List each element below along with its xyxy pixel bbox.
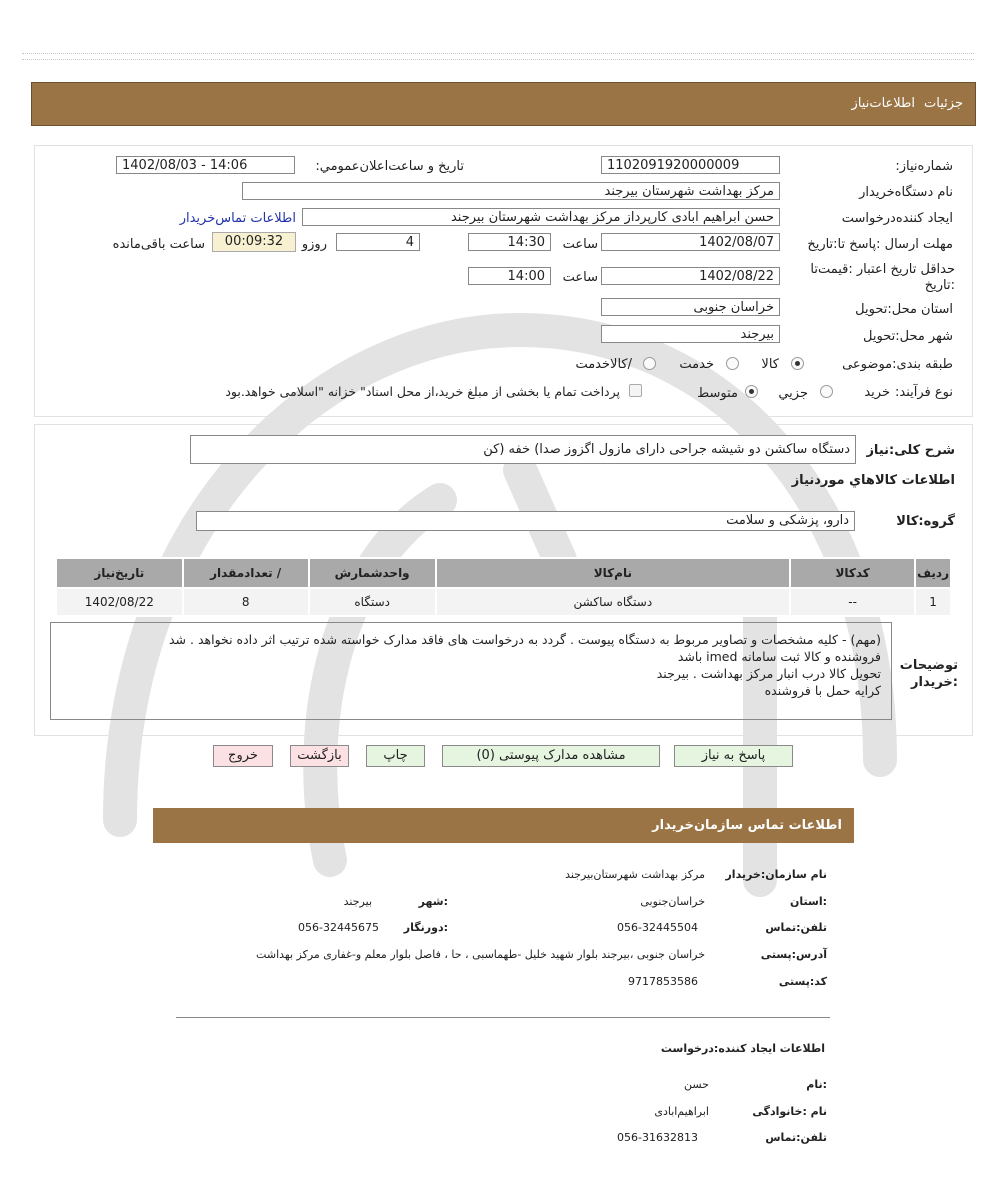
buyer-note-line: فروشنده و کالا ثبت سامانه imed باشد bbox=[677, 649, 881, 664]
col-name: نام‌کالا bbox=[436, 558, 791, 588]
contact-title: اطلاعات تماس سازمان‌خریدار bbox=[652, 818, 842, 833]
contact-city-label: :شهر bbox=[418, 895, 448, 908]
creator-info-title: اطلاعات ایجاد کننده:درخواست bbox=[660, 1042, 825, 1055]
reply-button[interactable]: پاسخ به نیاز bbox=[674, 745, 793, 767]
days-label: روزو bbox=[301, 237, 327, 252]
contact-city-value: بیرجند bbox=[343, 895, 372, 908]
page-header bbox=[31, 82, 976, 126]
contact-province-value: خراسان‌جنوبی bbox=[640, 895, 705, 908]
remaining-timer: 00:09:32 bbox=[212, 232, 296, 252]
days-field: 4 bbox=[336, 233, 420, 251]
creator-name-value: حسن bbox=[684, 1078, 709, 1091]
exit-button[interactable]: خروج bbox=[213, 745, 273, 767]
print-button[interactable]: چاپ bbox=[366, 745, 425, 767]
creator-phone-label: تلفن:تماس bbox=[765, 1131, 827, 1144]
radio-service-label: خدمت bbox=[679, 357, 714, 372]
creator-phone-value: 056-31632813 bbox=[617, 1131, 698, 1144]
city-field: بیرجند bbox=[601, 325, 780, 343]
radio-goods-label: کالا bbox=[761, 357, 779, 372]
goods-table bbox=[55, 557, 952, 617]
announce-label: تاریخ و ساعت‌اعلان‌عمومي: bbox=[315, 159, 464, 174]
radio-goods[interactable] bbox=[791, 357, 804, 370]
cell-date: 1402/08/22 bbox=[56, 588, 183, 616]
tab-details[interactable]: جزئیات bbox=[924, 96, 963, 111]
buyer-notes-box bbox=[50, 622, 892, 720]
buyer-org-label: نام دستگاه‌خریدار bbox=[859, 185, 953, 200]
radio-partial-label: جزیي bbox=[778, 386, 808, 401]
treasury-payment-label: پرداخت تمام یا بخشی از مبلغ خرید،از محل اسناد" خزانه "اسلامی خواهد.بود bbox=[225, 384, 620, 399]
top-dotted-divider bbox=[22, 53, 974, 60]
back-button[interactable]: بازگشت bbox=[290, 745, 349, 767]
need-number-field: 1102091920000009 bbox=[601, 156, 780, 174]
radio-medium[interactable] bbox=[745, 385, 758, 398]
process-type-label: نوع فرآیند: bbox=[895, 385, 953, 400]
cell-qty: 8 bbox=[183, 588, 309, 616]
radio-partial[interactable] bbox=[820, 385, 833, 398]
radio-goods-service[interactable] bbox=[643, 357, 656, 370]
contact-address-label: آدرس:پستی bbox=[760, 948, 827, 961]
cell-row: 1 bbox=[915, 588, 951, 616]
contact-phone-value: 056-32445504 bbox=[617, 921, 698, 934]
remaining-label: ساعت باقی‌مانده bbox=[112, 237, 205, 252]
table-row bbox=[56, 588, 951, 616]
cell-name: دستگاه ساکشن bbox=[436, 588, 791, 616]
send-date-field: 1402/08/07 bbox=[601, 233, 780, 251]
radio-goods-service-label: /کالاخدمت bbox=[575, 357, 632, 372]
announce-field: 1402/08/03 - 14:06 bbox=[116, 156, 295, 174]
contact-divider bbox=[176, 1017, 830, 1018]
col-qty: / تعداد‌مقدار bbox=[183, 558, 309, 588]
summary-field: دستگاه ساکشن دو شیشه جراحی دارای مازول اگزوز صدا) خفه (کن bbox=[190, 435, 856, 464]
validity-date-field: 1402/08/22 bbox=[601, 267, 780, 285]
creator-label: ایجاد کننده‌درخواست bbox=[841, 211, 953, 226]
group-field: دارو، پزشکی و سلامت bbox=[196, 511, 855, 531]
buyer-note-line: تحویل کالا درب انبار مرکز بهداشت . بیرجند bbox=[656, 666, 881, 681]
validity-time-field: 14:00 bbox=[468, 267, 551, 285]
province-label: استان محل:تحویل bbox=[855, 302, 953, 317]
creator-family-value: ابراهیم‌ابادی bbox=[654, 1105, 709, 1118]
buyer-org-field: مرکز بهداشت شهرستان بیرجند bbox=[242, 182, 780, 200]
tab-need-info[interactable]: اطلاعات‌نیاز bbox=[851, 96, 915, 111]
contact-province-label: :استان bbox=[790, 895, 827, 908]
group-label: گروه:کالا bbox=[896, 514, 955, 529]
send-hour-label: ساعت bbox=[562, 237, 598, 252]
goods-info-title: اطلاعات کالاهاي مورد‌نیاز bbox=[791, 473, 955, 488]
summary-label: شرح کلی:نیاز bbox=[866, 443, 955, 458]
contact-fax-value: 056-32445675 bbox=[298, 921, 379, 934]
attachments-button[interactable]: مشاهده مدارک پیوستی (0) bbox=[442, 745, 660, 767]
contact-phone-label: تلفن:تماس bbox=[765, 921, 827, 934]
creator-field: حسن ابراهیم ابادی کارپرداز مرکز بهداشت شهرستان بیرجند bbox=[302, 208, 780, 226]
need-number-label: شماره‌نیاز: bbox=[895, 159, 953, 174]
treasury-payment-checkbox[interactable] bbox=[629, 384, 642, 397]
category-label: طبقه بندی:موضوعی bbox=[842, 357, 953, 372]
contact-address-value: خراسان جنوبی ،بیرجند بلوار شهید خلیل -طهماسبی ، حا ، فاصل بلوار معلم و-غفاری مرکز بهداشت bbox=[256, 948, 705, 961]
contact-org-value: مرکز بهداشت شهرستان‌بیرجند bbox=[565, 868, 705, 881]
process-buy-label: خرید bbox=[864, 385, 890, 400]
buyer-notes-label: توضیحات :خریدار bbox=[899, 658, 958, 690]
contact-postal-value: 9717853586 bbox=[628, 975, 698, 988]
send-time-field: 14:30 bbox=[468, 233, 551, 251]
contact-org-label: نام سازمان:خریدار bbox=[725, 868, 827, 881]
contact-fax-label: :دورنگار bbox=[403, 921, 448, 934]
col-date: تاریخ‌نیاز bbox=[56, 558, 183, 588]
buyer-contact-link[interactable]: اطلاعات تماس‌خریدار bbox=[179, 211, 296, 226]
col-row: ردیف bbox=[915, 558, 951, 588]
buyer-note-line: (مهم) - کلیه مشخصات و تصاویر مربوط به دستگاه پیوست . گردد به درخواست های فاقد مدارک خواسته شده ترتیب اثر داده نخواهد . شد bbox=[168, 632, 881, 647]
validity-label: حداقل تاریخ اعتبار :قیمت‌تا :تاریخ bbox=[810, 262, 955, 293]
province-field: خراسان جنوبی bbox=[601, 298, 780, 316]
buyer-note-line: کرایه حمل با فروشنده bbox=[764, 683, 881, 698]
creator-family-label: نام :خانوادگی bbox=[752, 1105, 827, 1118]
col-code: کدکالا bbox=[790, 558, 915, 588]
radio-medium-label: متوسط bbox=[697, 386, 738, 401]
col-unit: واحد‌شمارش bbox=[309, 558, 436, 588]
validity-hour-label: ساعت bbox=[562, 270, 598, 285]
contact-postal-label: کد:پستی bbox=[778, 975, 827, 988]
creator-name-label: :نام bbox=[806, 1078, 827, 1091]
cell-unit: دستگاه bbox=[309, 588, 436, 616]
contact-header bbox=[153, 808, 854, 843]
send-deadline-label: مهلت ارسال :پاسخ تا:تاریخ bbox=[807, 237, 953, 252]
cell-code: -- bbox=[790, 588, 915, 616]
radio-service[interactable] bbox=[726, 357, 739, 370]
city-label: شهر محل:تحویل bbox=[863, 329, 953, 344]
